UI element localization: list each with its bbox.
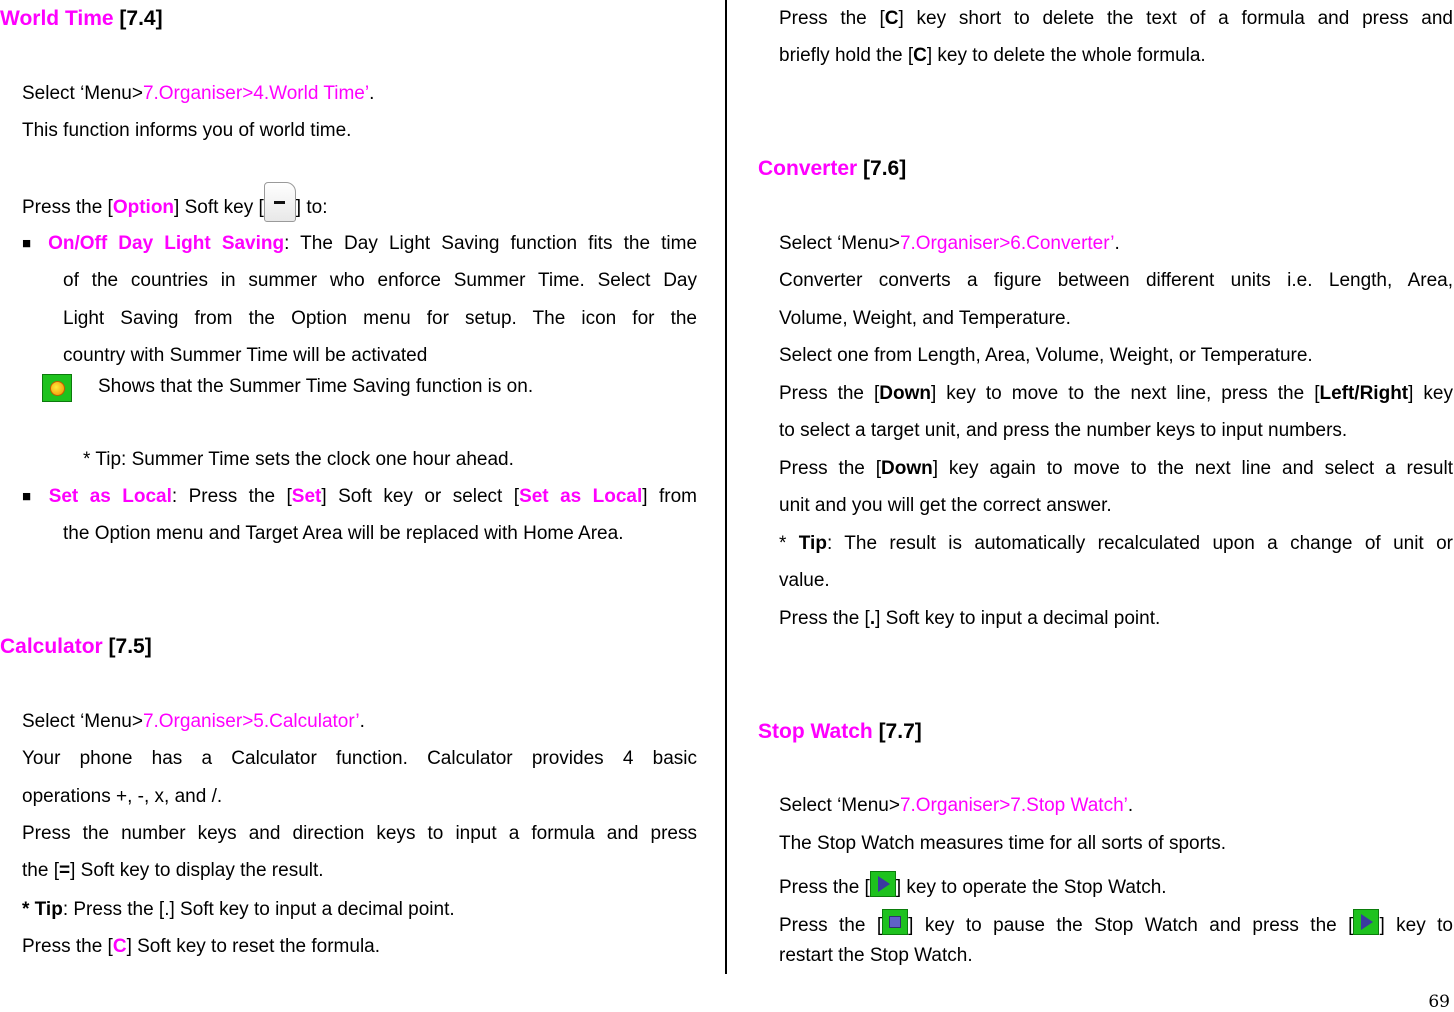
tip-label: * Tip	[22, 899, 63, 920]
text: ] key to delete the whole formula.	[926, 45, 1206, 66]
calculator-heading	[0, 635, 152, 659]
paragraph	[779, 871, 1167, 899]
dst-label: On/Off Day Light Saving	[48, 233, 285, 254]
tip	[22, 899, 455, 921]
option-line	[22, 182, 327, 222]
icon-caption: Shows that the Summer Time Saving function is on.	[98, 376, 534, 397]
dst-line-4: country with Summer Time will be activated	[63, 345, 428, 366]
text: Select ‘Menu>	[779, 795, 900, 816]
converter-heading	[758, 157, 906, 181]
section-title: Stop Watch	[758, 720, 873, 743]
menu-path: 7.Organiser>6.Converter’	[899, 233, 1115, 254]
tip: * Tip: Summer Time sets the clock one hour ahead.	[83, 449, 514, 470]
text: ] from	[642, 486, 698, 507]
text: Press the [	[779, 458, 882, 479]
column-divider	[725, 0, 727, 974]
left-right-key: Left/Right	[1319, 383, 1409, 404]
section-ref: [7.6]	[863, 157, 907, 180]
section-ref: [7.4]	[119, 7, 163, 30]
text: : Press the [	[171, 486, 292, 507]
soft-key-icon	[264, 182, 296, 222]
down-key: Down	[879, 383, 932, 404]
c-key: C	[913, 45, 927, 66]
set-local-line-2: the Option menu and Target Area will be replaced with Home Area.	[63, 523, 624, 544]
play-icon	[870, 871, 896, 897]
text: ] key to	[1379, 915, 1453, 936]
paragraph	[779, 458, 1453, 480]
text: ] Soft key to reset the formula.	[126, 936, 381, 957]
text: ] key short to delete the text of a formula and press and	[898, 8, 1453, 29]
paragraph: Volume, Weight, and Temperature.	[779, 308, 1071, 329]
paragraph: Your phone has a Calculator function. Calculator provides 4 basic	[22, 748, 697, 769]
text: ] key to move to the next line, press the [	[931, 383, 1320, 404]
section-title: Calculator	[0, 635, 103, 658]
text: .	[359, 711, 365, 732]
text: ] Soft key to input a decimal point.	[875, 608, 1161, 629]
option-key: Option	[112, 197, 175, 218]
menu-path-line	[779, 233, 1120, 255]
set-local-label: Set as Local	[48, 486, 172, 507]
text: Press the [	[779, 383, 880, 404]
stopwatch-heading	[758, 720, 922, 744]
dst-line-3: Light Saving from the Option menu for setup. The icon for the	[63, 308, 697, 329]
paragraph	[779, 909, 1453, 937]
text: .	[1127, 795, 1134, 816]
dot-key: .	[869, 608, 876, 629]
summer-time-icon	[42, 374, 72, 402]
paragraph	[779, 8, 1453, 30]
menu-path-line	[22, 83, 374, 105]
text: .	[369, 83, 375, 104]
section-title: World Time	[0, 7, 114, 30]
section-ref: [7.7]	[878, 720, 922, 743]
set-as-local-key: Set as Local	[519, 486, 643, 507]
text: .	[1114, 233, 1120, 254]
play-icon	[1353, 909, 1379, 935]
text: ] key to pause the Stop Watch and press the [	[908, 915, 1354, 936]
text: Press the [	[779, 915, 883, 936]
text: *	[779, 533, 799, 554]
text: Press the [	[22, 936, 113, 957]
menu-path: 7.Organiser>5.Calculator’	[142, 711, 360, 732]
equals-key: =	[58, 860, 71, 881]
paragraph	[22, 860, 324, 882]
tip	[779, 533, 1453, 555]
set-key: Set	[291, 486, 322, 507]
paragraph: unit and you will get the correct answer.	[779, 495, 1112, 516]
paragraph: Press the number keys and direction keys to input a formula and press	[22, 823, 697, 844]
paragraph	[779, 383, 1453, 405]
menu-path-line	[779, 795, 1133, 817]
text: ] Soft key to display the result.	[70, 860, 324, 881]
text: : The result is automatically recalculated upon a change of unit or	[826, 533, 1453, 554]
set-local-line-1	[22, 486, 697, 508]
text: briefly hold the [	[779, 45, 914, 66]
paragraph	[779, 45, 1206, 67]
text: : The Day Light Saving function fits the time	[284, 233, 698, 254]
text: ] key to operate the Stop Watch.	[895, 877, 1167, 898]
menu-path-line	[22, 711, 365, 733]
text: Press the [	[779, 8, 885, 29]
paragraph	[22, 936, 380, 958]
text: : Press the [.] Soft key to input a decimal point.	[62, 899, 455, 920]
section-title: Converter	[758, 157, 858, 180]
page-number: 69	[1428, 992, 1450, 1012]
paragraph: Select one from Length, Area, Volume, Weight, or Temperature.	[779, 345, 1313, 366]
tip-label: Tip	[798, 533, 827, 554]
paragraph: Converter converts a figure between different units i.e. Length, Area,	[779, 270, 1453, 291]
paragraph: operations +, -, x, and /.	[22, 786, 223, 807]
text: Press the [	[779, 877, 870, 898]
section-ref: [7.5]	[108, 635, 152, 658]
stop-icon	[882, 909, 908, 935]
text: Select ‘Menu>	[22, 711, 143, 732]
text: ] key again to move to the next line and select a result	[932, 458, 1453, 479]
text: Select ‘Menu>	[779, 233, 900, 254]
tip: value.	[779, 570, 830, 591]
paragraph: restart the Stop Watch.	[779, 945, 973, 966]
paragraph: This function informs you of world time.	[22, 120, 352, 141]
menu-path: 7.Organiser>7.Stop Watch’	[899, 795, 1128, 816]
c-key: C	[112, 936, 127, 957]
c-key: C	[884, 8, 899, 29]
paragraph: The Stop Watch measures time for all sorts of sports.	[779, 833, 1227, 854]
paragraph	[779, 608, 1160, 630]
text: Select ‘Menu>	[22, 83, 143, 104]
bullet-square-icon: ■	[22, 488, 38, 505]
text: Press the [	[779, 608, 870, 629]
text: ] to:	[295, 197, 328, 218]
paragraph: to select a target unit, and press the number keys to input numbers.	[779, 420, 1348, 441]
dst-line-2: of the countries in summer who enforce Summer Time. Select Day	[63, 270, 697, 291]
world-time-heading	[0, 7, 163, 31]
down-key: Down	[881, 458, 933, 479]
dst-line-1	[22, 233, 697, 255]
text: ] Soft key or select [	[321, 486, 520, 507]
text: Press the [	[22, 197, 113, 218]
text: ] Soft key [	[174, 197, 264, 218]
text: ] key	[1408, 383, 1453, 404]
text: the [	[22, 860, 59, 881]
menu-path: 7.Organiser>4.World Time’	[142, 83, 370, 104]
bullet-square-icon: ■	[22, 235, 37, 252]
